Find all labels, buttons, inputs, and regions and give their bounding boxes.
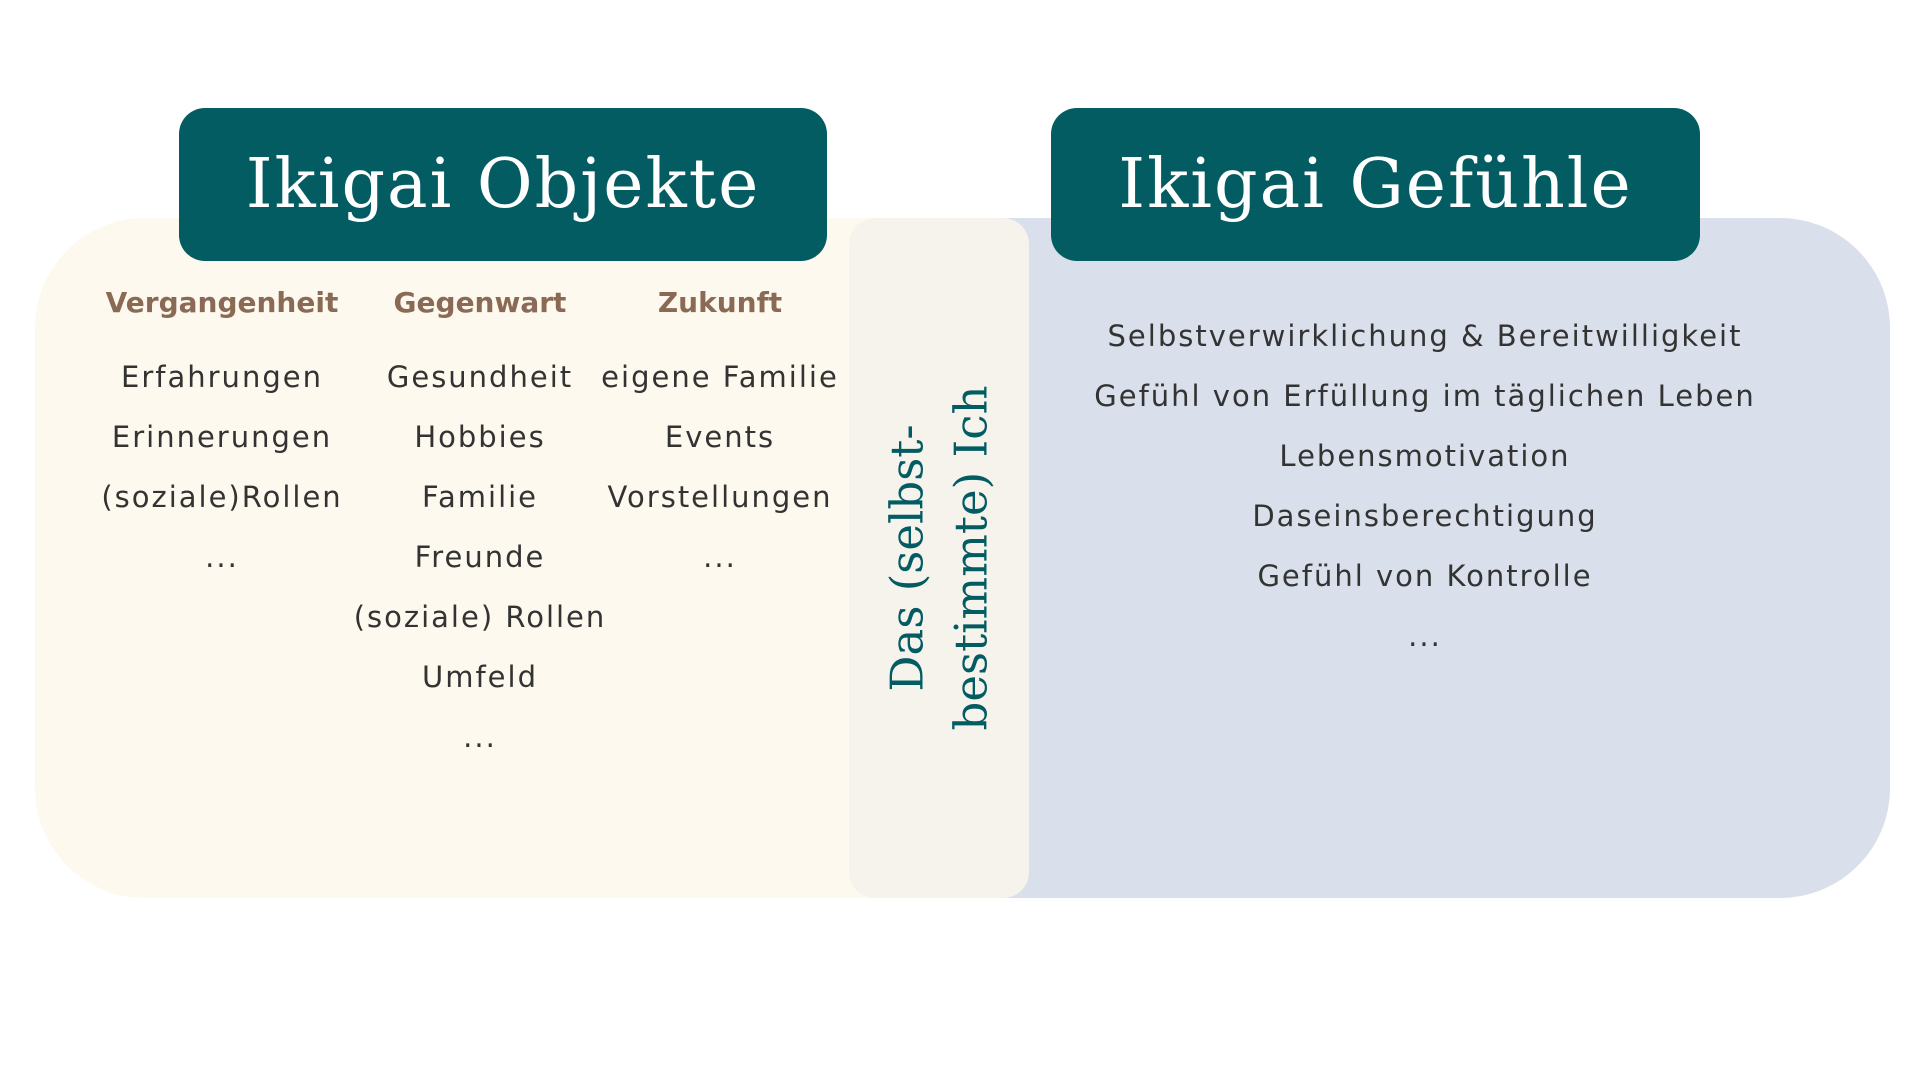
self-label-container — [849, 218, 1029, 898]
list-item: (soziale)Rollen — [101, 480, 343, 514]
column-present — [350, 283, 610, 767]
list-item: eigene Familie — [601, 360, 839, 394]
list-item: Umfeld — [422, 660, 538, 694]
list-item: ... — [1408, 619, 1442, 653]
list-item: Hobbies — [414, 420, 546, 454]
column-heading-past: Vergangenheit — [105, 286, 339, 319]
column-heading-present: Gegenwart — [393, 286, 567, 319]
list-item: Lebensmotivation — [1279, 439, 1571, 473]
list-item: Erinnerungen — [111, 420, 333, 454]
feelings-list — [1070, 306, 1780, 666]
list-item: ... — [703, 540, 737, 574]
list-item: Daseinsberechtigung — [1252, 499, 1598, 533]
list-item: ... — [463, 720, 497, 754]
list-item: ... — [205, 540, 239, 574]
column-heading-future: Zukunft — [657, 286, 783, 319]
list-item: Selbstverwirklichung & Bereitwilligkeit — [1107, 319, 1743, 353]
objects-title: Ikigai Objekte — [179, 108, 827, 261]
list-item: Events — [664, 420, 776, 454]
list-item: Familie — [421, 480, 539, 514]
feelings-title: Ikigai Gefühle — [1051, 108, 1700, 261]
list-item: Gefühl von Erfüllung im täglichen Leben — [1094, 379, 1756, 413]
list-item: (soziale) Rollen — [353, 600, 607, 634]
self-label-line-1: Das (selbst- — [880, 424, 934, 692]
list-item: Gefühl von Kontrolle — [1257, 559, 1593, 593]
column-past — [97, 283, 347, 587]
list-item: Vorstellungen — [607, 480, 833, 514]
list-item: Erfahrungen — [121, 360, 323, 394]
list-item: Gesundheit — [386, 360, 574, 394]
column-future — [595, 283, 845, 587]
list-item: Freunde — [414, 540, 546, 574]
self-label-line-2: bestimmte) Ich — [944, 385, 998, 731]
self-label — [875, 386, 1003, 731]
